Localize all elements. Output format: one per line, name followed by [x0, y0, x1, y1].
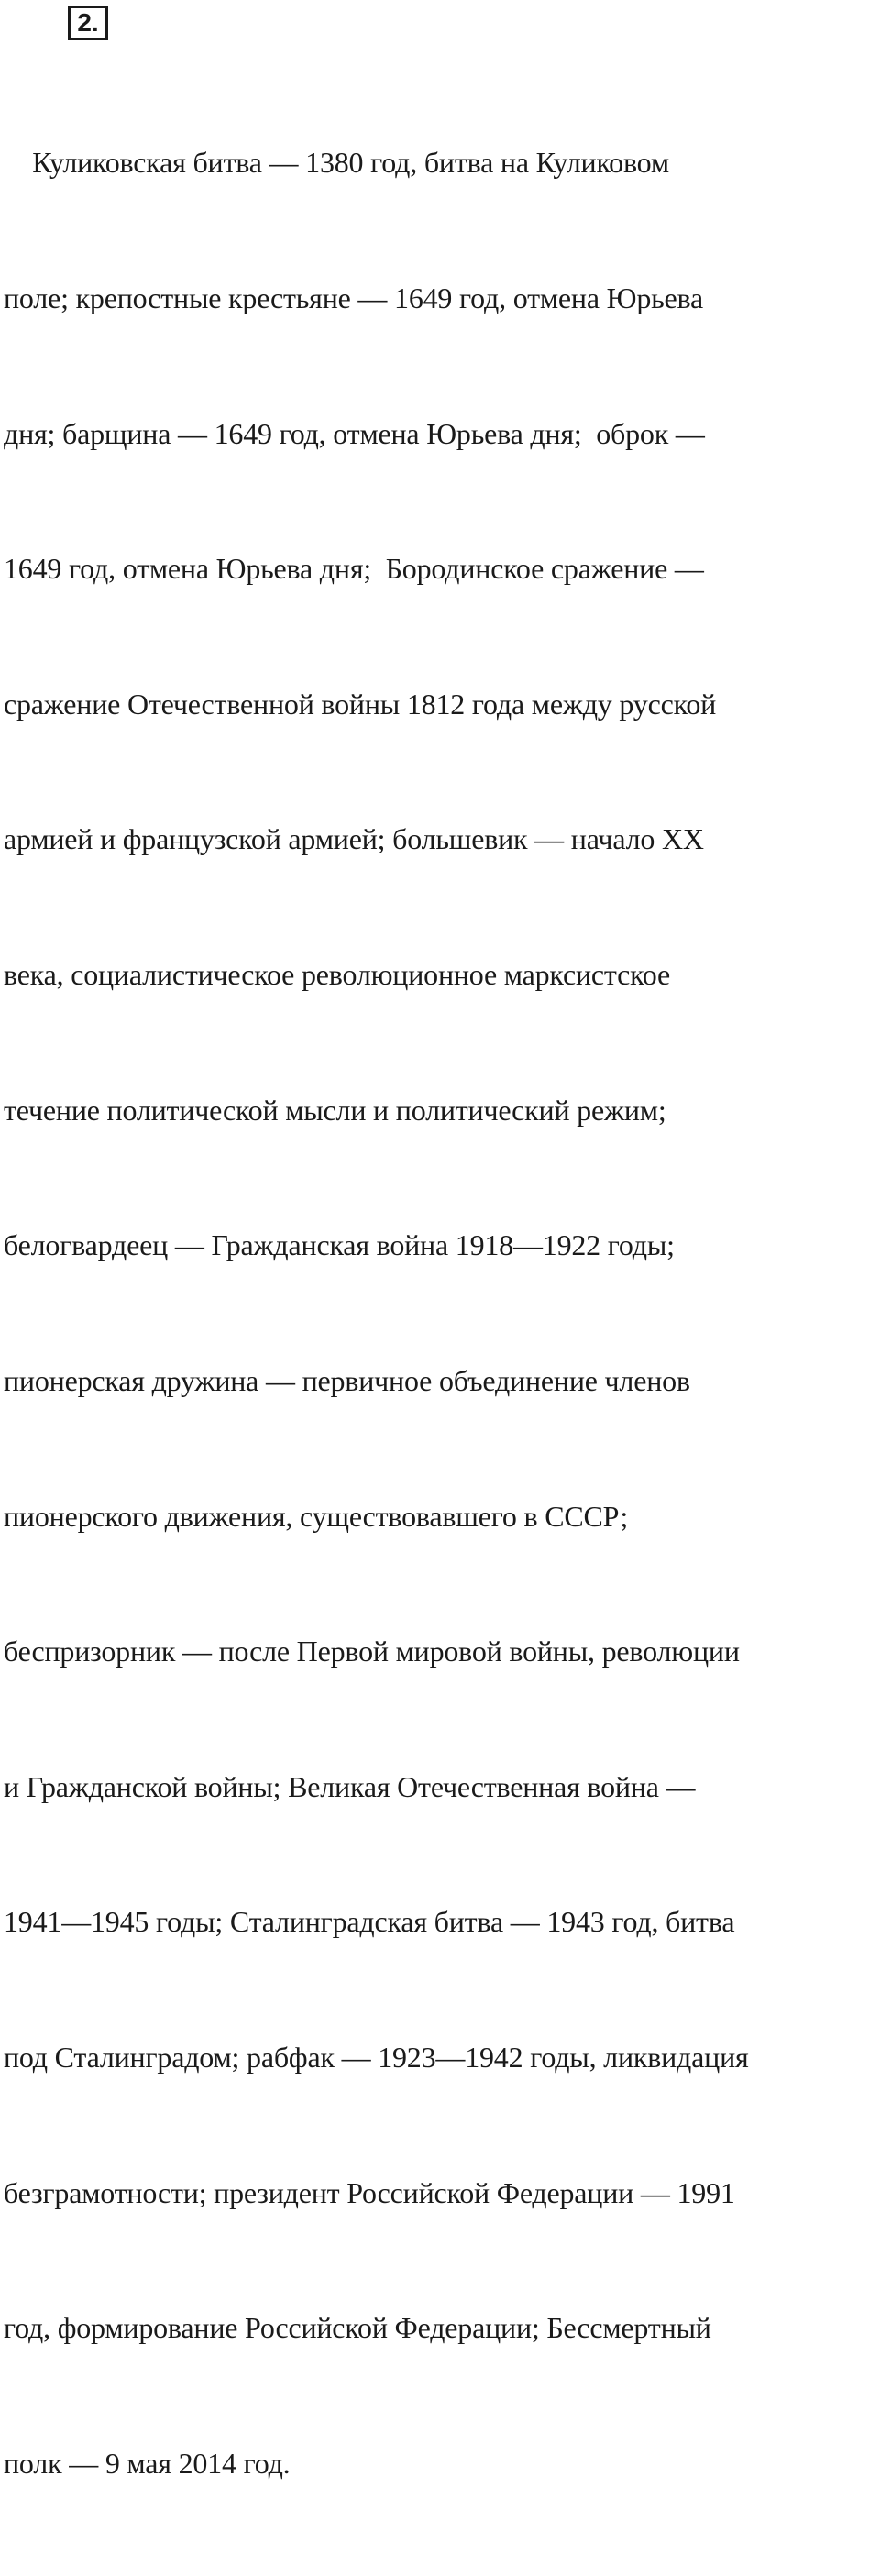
answer-line-16: безграмотности; президент Российской Федерации — 1991 [4, 2175, 735, 2209]
answer-line-2: поле; крепостные крестьяне — 1649 год, отмена Юрьева [4, 281, 704, 315]
answer-line-8: течение политической мысли и политический режим; [4, 1093, 666, 1127]
answer-line-1: Куликовская битва — 1380 год, битва на Куликовом [4, 146, 669, 180]
answer-line-15: под Сталинградом; рабфак — 1923—1942 годы, ликвидация [4, 2040, 749, 2074]
answer-line-9: белогвардеец — Гражданская война 1918—1922 годы; [4, 1228, 675, 1262]
answer-line-13: и Гражданской войны; Великая Отечественная война — [4, 1769, 696, 1803]
answer-line-12: беспризорник — после Первой мировой войны, революции [4, 1635, 740, 1668]
answer-line-4: 1649 год, отмена Юрьева дня; Бородинское сражение — [4, 552, 704, 586]
answer-line-5: сражение Отечественной войны 1812 года между русской [4, 687, 717, 721]
answer-line-3: дня; барщина — 1649 год, отмена Юрьева дня; оброк — [4, 416, 705, 450]
answer-line-7: века, социалистическое революционное марксистское [4, 958, 670, 992]
answer-text [4, 50, 880, 2576]
answer-line-18: полк — 9 мая 2014 год. [4, 2446, 291, 2480]
answer-line-17: год, формирование Российской Федерации; Бессмертный [4, 2311, 711, 2345]
answer-line-6: армией и французской армией; большевик — начало XX [4, 822, 704, 856]
answer-line-10: пионерская дружина — первичное объединение членов [4, 1363, 690, 1397]
task-number-badge: 2. [68, 6, 108, 40]
answer-line-14: 1941—1945 годы; Сталинградская битва — 1943 год, битва [4, 1905, 735, 1939]
answer-line-11: пионерского движения, существовавшего в СССР; [4, 1499, 629, 1533]
